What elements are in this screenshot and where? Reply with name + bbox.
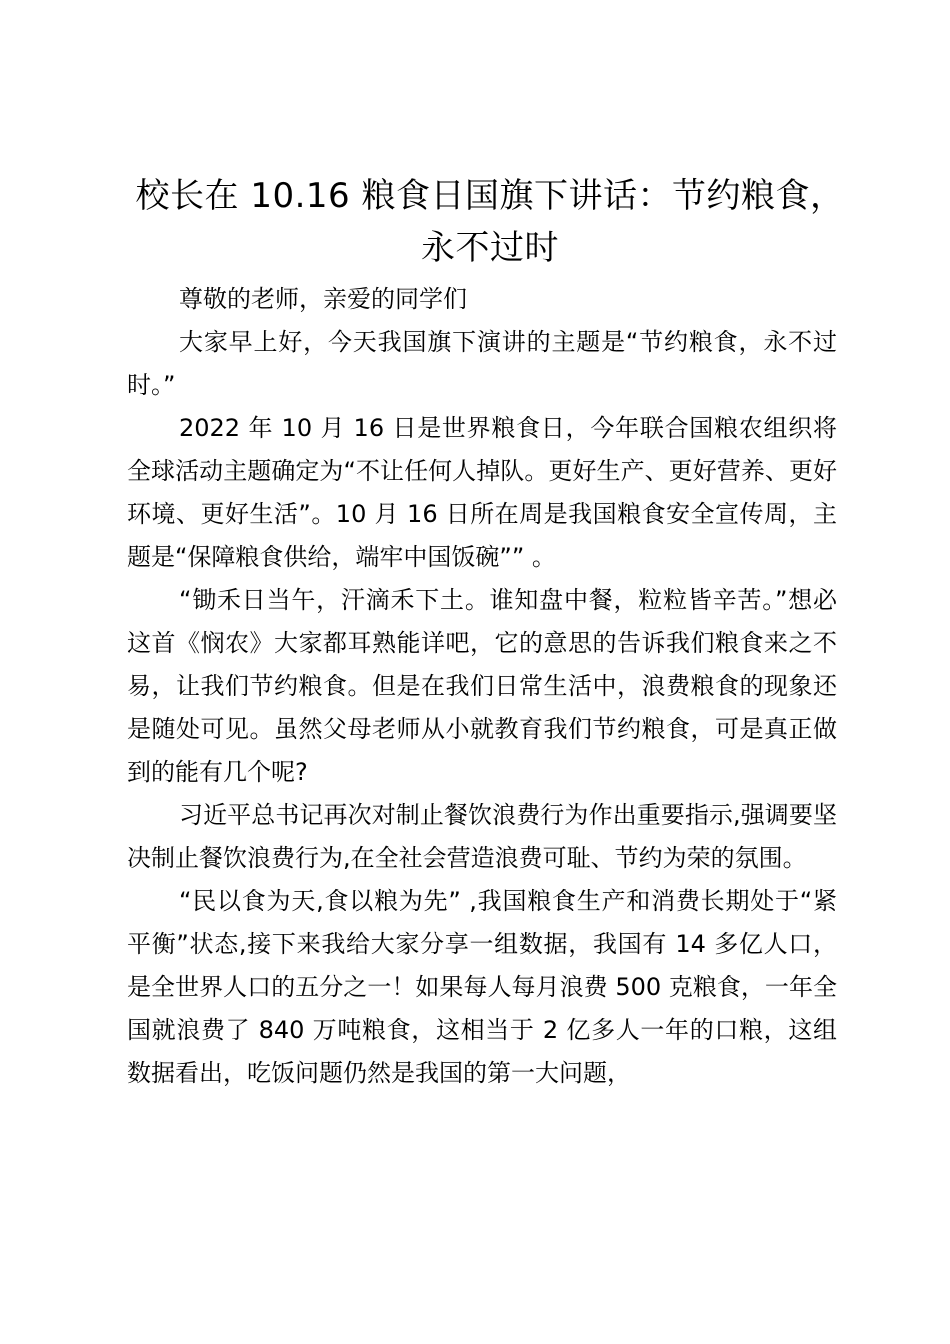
paragraph-food-day: 2022 年 10 月 16 日是世界粮食日，今年联合国粮农组织将全球活动主题确定为“不让任何人掉队。更好生产、更好营养、更好环境、更好生活”。10 月 16 日所在周是我国粮食安全宣传周，主题是“保障粮食供给，端牢中国饭碗”” 。 [127,414,837,571]
paragraph-instruction: 习近平总书记再次对制止餐饮浪费行为作出重要指示,强调要坚决制止餐饮浪费行为,在全社会营造浪费可耻、节约为荣的氛围。 [127,801,837,872]
paragraph-opening: 大家早上好，今天我国旗下演讲的主题是“节约粮食，永不过时。” [127,328,837,399]
paragraph-data: “民以食为天,食以粮为先” ,我国粮食生产和消费长期处于“紧平衡”状态,接下来我给大家分享一组数据，我国有 14 多亿人口，是全世界人口的五分之一！如果每人每月浪费 500 克粮食，一年全国就浪费了 840 万吨粮食，这相当于 2 亿多人一年的口粮，这组数据看出，吃饭问题仍然是我国的第一大问题， [127,887,837,1087]
document-body [127,278,837,1095]
paragraph-poem: “锄禾日当午，汗滴禾下土。谁知盘中餐，粒粒皆辛苦。”想必这首《悯农》大家都耳熟能详吧，它的意思的告诉我们粮食来之不易，让我们节约粮食。但是在我们日常生活中，浪费粮食的现象还是随处可见。虽然父母老师从小就教育我们节约粮食，可是真正做到的能有几个呢? [127,586,837,786]
document-title: 校长在 10.16 粮食日国旗下讲话：节约粮食，永不过时 [135,176,845,268]
paragraph-greeting: 尊敬的老师，亲爱的同学们 [179,285,467,313]
